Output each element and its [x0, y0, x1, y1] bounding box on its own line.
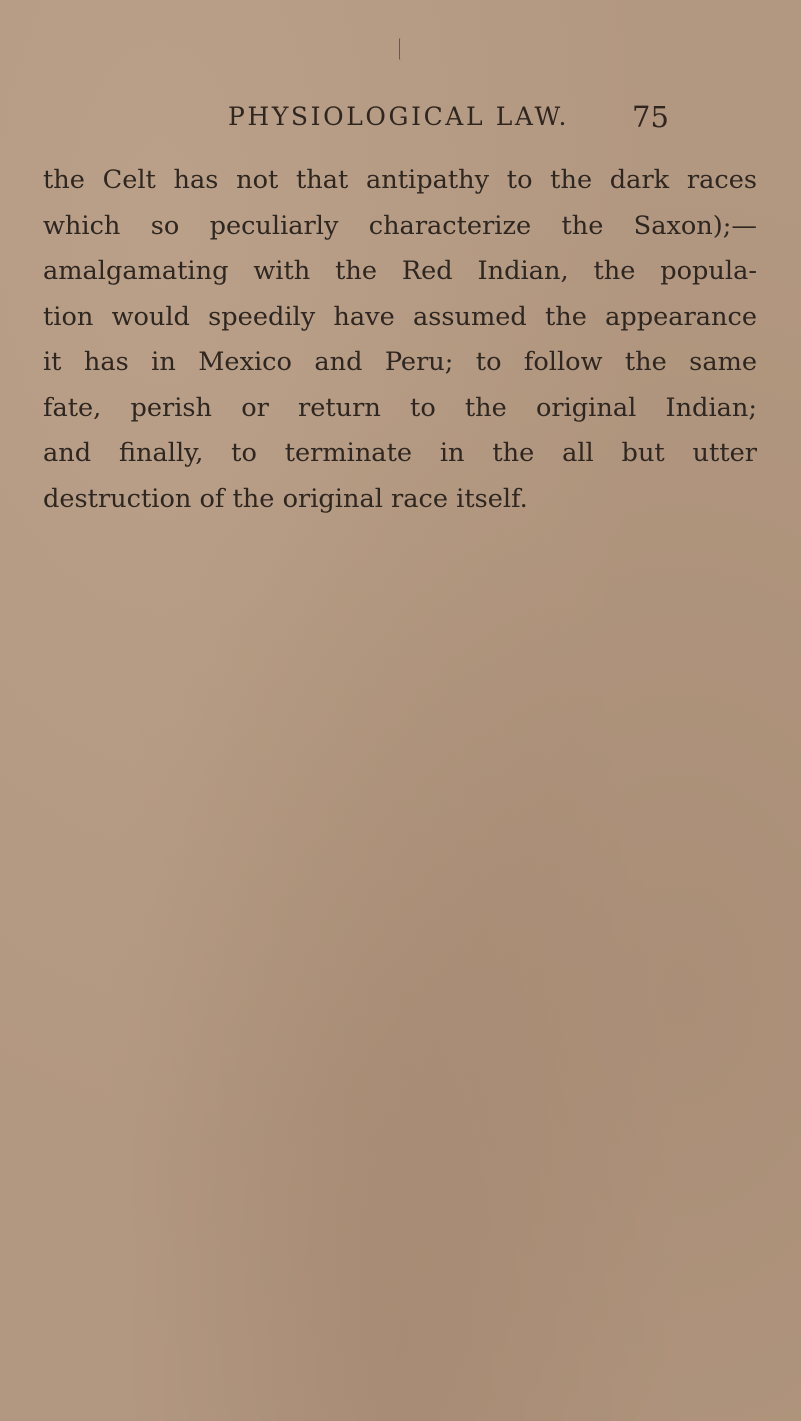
text-line: which so peculiarly characterize the Saxon);— [43, 210, 757, 241]
page-number: 75 [632, 100, 669, 134]
text-line: it has in Mexico and Peru; to follow the same [43, 347, 757, 377]
text-line: destruction of the original race itself. [43, 483, 528, 514]
body-paragraph [43, 158, 757, 522]
text-line: tion would speedily have assumed the appearance [43, 301, 757, 332]
text-line: fate, perish or return to the original Indian; [43, 392, 757, 423]
ink-mark [399, 38, 402, 60]
running-title: PHYSIOLOGICAL LAW. [228, 102, 570, 131]
running-head [0, 100, 801, 140]
text-line: amalgamating with the Red Indian, the popula- [43, 256, 757, 286]
text-line: and finally, to terminate in the all but utter [43, 438, 757, 468]
text-line: the Celt has not that antipathy to the dark races [43, 165, 757, 195]
